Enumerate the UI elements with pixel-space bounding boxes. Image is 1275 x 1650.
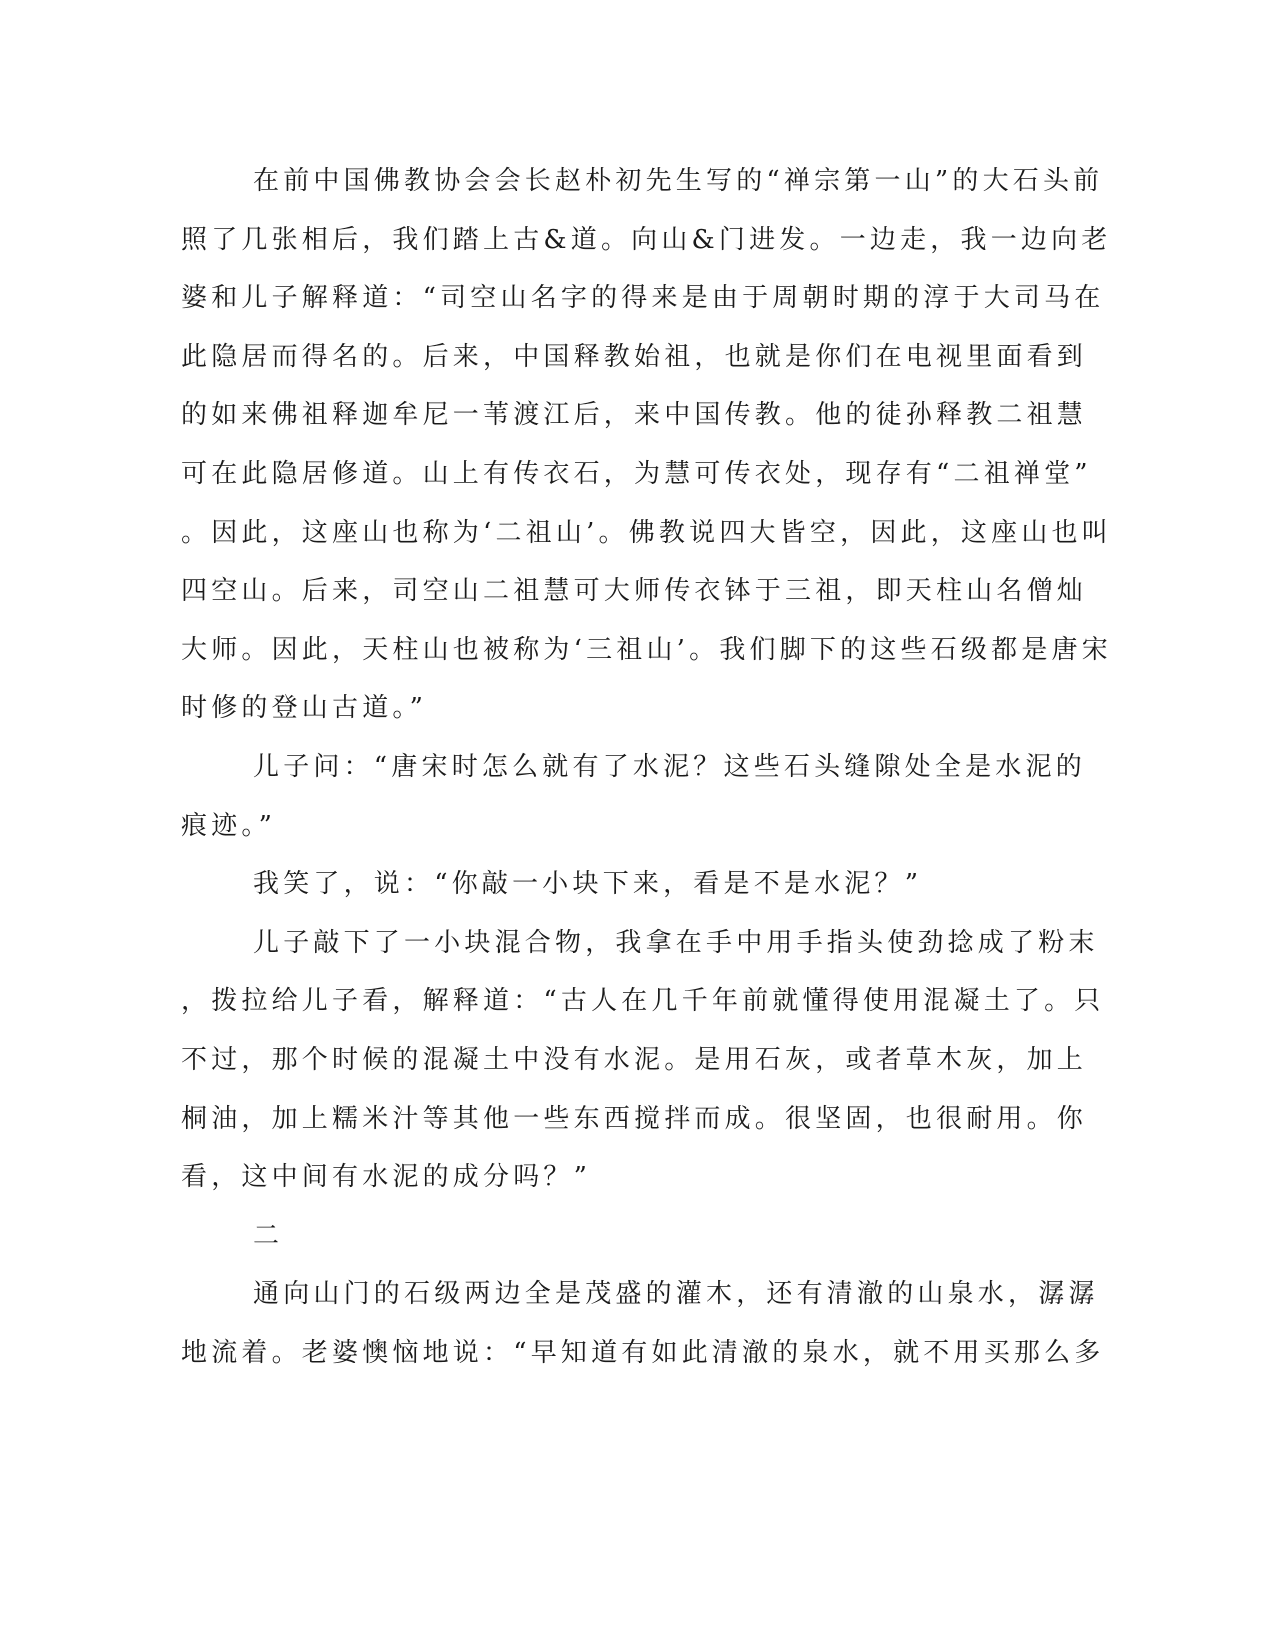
body-text [181,152,1112,1382]
text-line: 痕迹。” [181,810,277,841]
text-line: 可在此隐居修道。山上有传衣石，为慧可传衣处，现存有“二祖禅堂” [181,458,1092,489]
text-line: 照了几张相后，我们踏上古&道。向山&门进发。一边走，我一边向老 [181,224,1112,255]
text-line: 儿子问：“唐宋时怎么就有了水泥？这些石头缝隙处全是水泥的 [253,751,1086,782]
text-line: 儿子敲下了一小块混合物，我拿在手中用手指头使劲捻成了粉末 [253,927,1099,958]
text-line: 。因此，这座山也称为‘二祖山’。佛教说四大皆空，因此，这座山也叫 [181,517,1112,548]
text-line: 我笑了，说：“你敲一小块下来，看是不是水泥？” [253,869,923,900]
text-line: 的如来佛祖释迦牟尼一苇渡江后，来中国传教。他的徒孙释教二祖慧 [181,400,1088,431]
text-line: 地流着。老婆懊恼地说：“早知道有如此清澈的泉水，就不用买那么多 [181,1337,1105,1368]
section-heading: 二 [253,1220,284,1251]
text-line: 看，这中间有水泥的成分吗？” [181,1162,592,1193]
text-line: 时修的登山古道。” [181,693,428,724]
text-line: 在前中国佛教协会会长赵朴初先生写的“禅宗第一山”的大石头前 [253,166,1104,196]
text-line: ，拨拉给儿子看，解释道：“古人在几千年前就懂得使用混凝土了。只 [181,986,1105,1017]
text-line: 不过，那个时候的混凝土中没有水泥。是用石灰，或者草木灰，加上 [181,1044,1088,1075]
text-line: 通向山门的石级两边全是茂盛的灌木，还有清澈的山泉水，潺潺 [253,1279,1099,1310]
text-line: 桐油，加上糯米汁等其他一些东西搅拌而成。很坚固，也很耐用。你 [181,1103,1088,1134]
text-line: 此隐居而得名的。后来，中国释教始祖，也就是你们在电视里面看到 [181,341,1088,372]
text-line: 婆和儿子解释道：“司空山名字的得来是由于周朝时期的淳于大司马在 [181,283,1105,314]
text-line: 大师。因此，天柱山也被称为‘三祖山’。我们脚下的这些石级都是唐宋 [181,634,1112,665]
text-line: 四空山。后来，司空山二祖慧可大师传衣钵于三祖，即天柱山名僧灿 [181,576,1088,607]
